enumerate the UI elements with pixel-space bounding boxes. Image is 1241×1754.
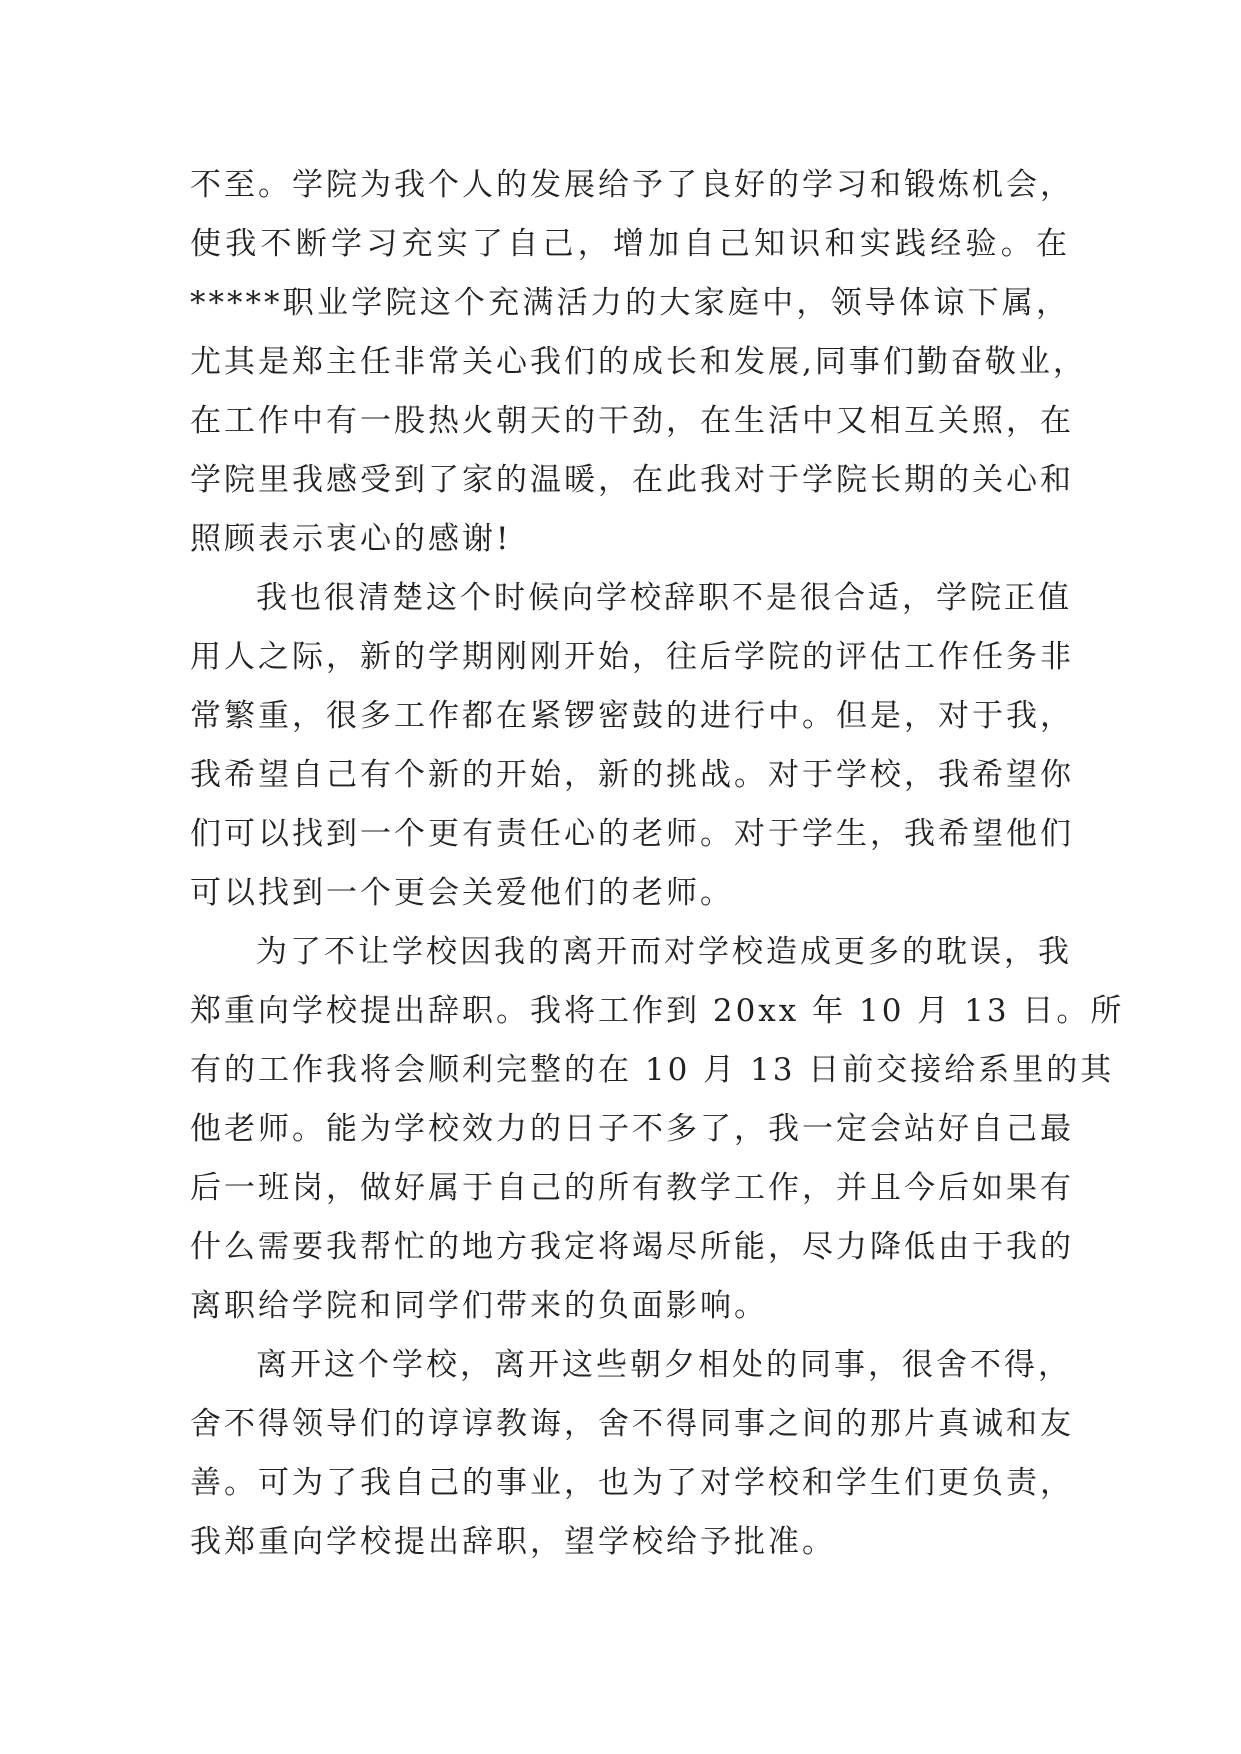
text-line: 不至。学院为我个人的发展给予了良好的学习和锻炼机会，	[190, 167, 1074, 203]
text-line: 什么需要我帮忙的地方我定将竭尽所能，尽力降低由于我的	[190, 1229, 1074, 1265]
text-line: 我希望自己有个新的开始，新的挑战。对于学校，我希望你	[190, 757, 1074, 793]
text-line: 我郑重向学校提出辞职，望学校给予批准。	[190, 1524, 836, 1560]
document-body	[190, 156, 1125, 1572]
text-line: 善。可为了我自己的事业，也为了对学校和学生们更负责，	[190, 1465, 1074, 1501]
paragraph-first-line: 为了不让学校因我的离开而对学校造成更多的耽误，我	[256, 934, 1072, 970]
text-line: 郑重向学校提出辞职。我将工作到 20xx 年 10 月 13 日。所	[190, 993, 1125, 1029]
text-line: 他老师。能为学校效力的日子不多了，我一定会站好自己最	[190, 1111, 1074, 1147]
text-line: 用人之际，新的学期刚刚开始，往后学院的评估工作任务非	[190, 639, 1074, 675]
paragraph-first-line: 离开这个学校，离开这些朝夕相处的同事，很舍不得，	[256, 1347, 1072, 1383]
text-line: 照顾表示衷心的感谢!	[190, 521, 512, 557]
text-line: 们可以找到一个更有责任心的老师。对于学生，我希望他们	[190, 816, 1074, 852]
text-line: 常繁重，很多工作都在紧锣密鼓的进行中。但是，对于我，	[190, 698, 1074, 734]
text-line: 学院里我感受到了家的温暖，在此我对于学院长期的关心和	[190, 462, 1074, 498]
text-line: 可以找到一个更会关爱他们的老师。	[190, 875, 734, 911]
text-line: 后一班岗，做好属于自己的所有教学工作，并且今后如果有	[190, 1170, 1074, 1206]
text-line: *****职业学院这个充满活力的大家庭中，领导体谅下属，	[190, 285, 1070, 321]
paragraph-first-line: 我也很清楚这个时候向学校辞职不是很合适，学院正值	[256, 580, 1072, 616]
text-line: 尤其是郑主任非常关心我们的成长和发展,同事们勤奋敬业，	[190, 344, 1087, 380]
text-line: 舍不得领导们的谆谆教诲，舍不得同事之间的那片真诚和友	[190, 1406, 1074, 1442]
text-line: 离职给学院和同学们带来的负面影响。	[190, 1288, 768, 1324]
text-line: 使我不断学习充实了自己，增加自己知识和实践经验。在	[190, 226, 1070, 262]
text-line: 有的工作我将会顺利完整的在 10 月 13 日前交接给系里的其	[190, 1052, 1115, 1088]
text-line: 在工作中有一股热火朝天的干劲，在生活中又相互关照，在	[190, 403, 1074, 439]
